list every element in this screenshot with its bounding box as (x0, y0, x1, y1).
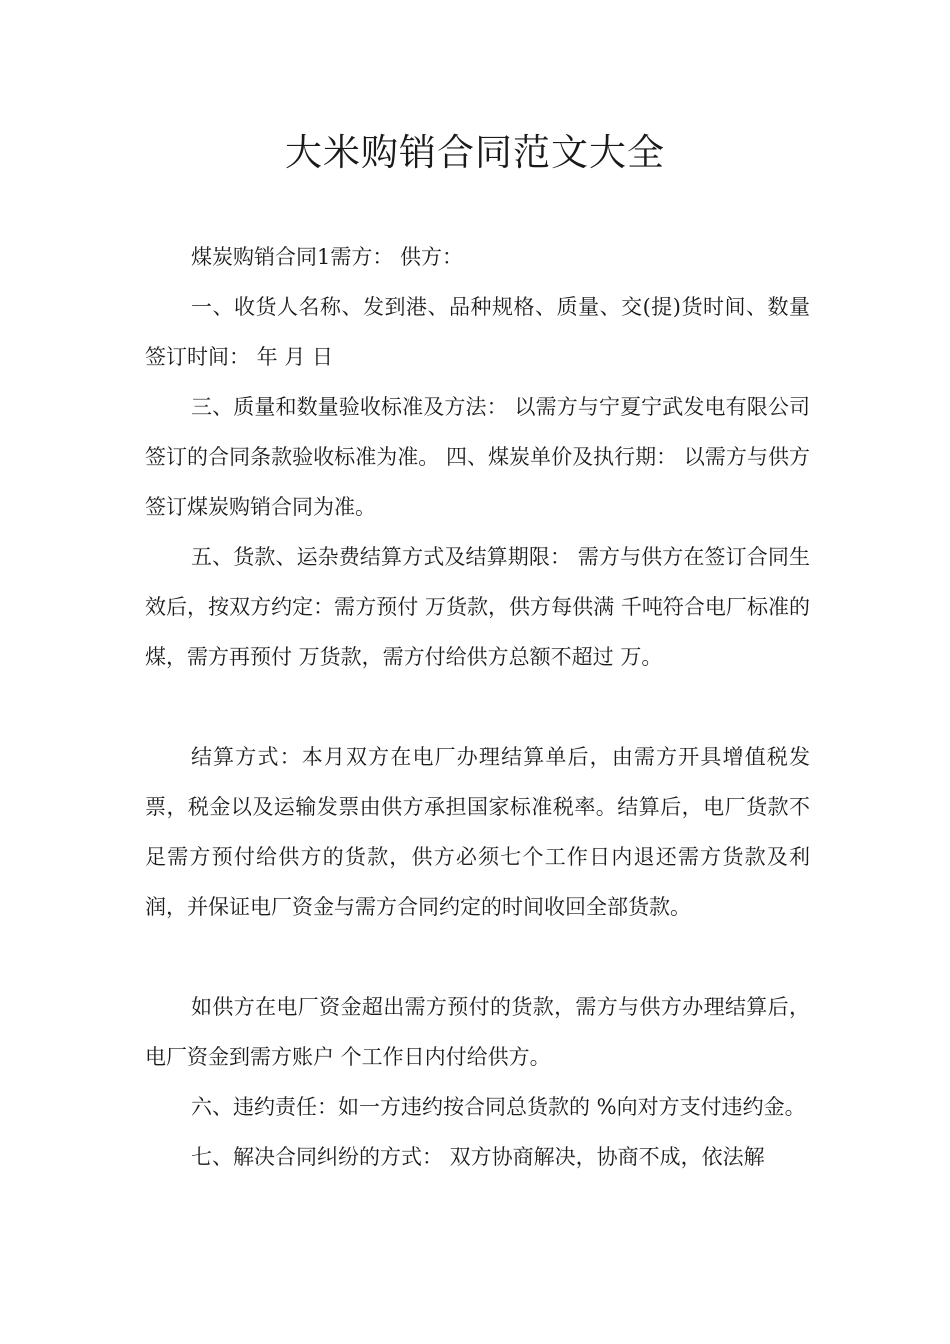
paragraph-clause-7: 七、解决合同纠纷的方式： 双方协商解决，协商不成，依法解 (191, 1145, 765, 1169)
document-title: 大米购销合同范文大全 (285, 131, 665, 174)
paragraph-settlement-method: 结算方式：本月双方在电厂办理结算单后，由需方开具增值税发票，税金以及运输发票由供方承担国家标准税率。结算后，电厂货款不足需方预付给供方的货款，供方必须七个工作日内退还需方货款及利润，并保证电厂资金与需方合同约定的时间收回全部货款。 (145, 745, 810, 919)
paragraph-clause-6: 六、违约责任：如一方违约按合同总货款的 %向对方支付违约金。 (191, 1095, 806, 1119)
paragraph-clause-1: 一、收货人名称、发到港、品种规格、质量、交(提)货时间、数量 签订时间： 年 月 日 (145, 295, 810, 369)
paragraph-spacer (145, 682, 810, 732)
paragraph-parties: 煤炭购销合同1需方： 供方： (191, 245, 464, 269)
document-body (145, 232, 810, 1182)
paragraph-clause-5: 五、货款、运杂费结算方式及结算期限： 需方与供方在签订合同生效后，按双方约定：需方预付 万货款，供方每供满 千吨符合电厂标准的煤，需方再预付 万货款，需方付给供方总额不超过 万。 (145, 545, 810, 669)
paragraph-spacer (145, 932, 810, 982)
paragraph-excess-funds: 如供方在电厂资金超出需方预付的货款，需方与供方办理结算后，电厂资金到需方账户 个工作日内付给供方。 (145, 995, 810, 1069)
paragraph-clause-3-4: 三、质量和数量验收标准及方法： 以需方与宁夏宁武发电有限公司签订的合同条款验收标准为准。 四、煤炭单价及执行期： 以需方与供方签订煤炭购销合同为准。 (145, 395, 810, 519)
